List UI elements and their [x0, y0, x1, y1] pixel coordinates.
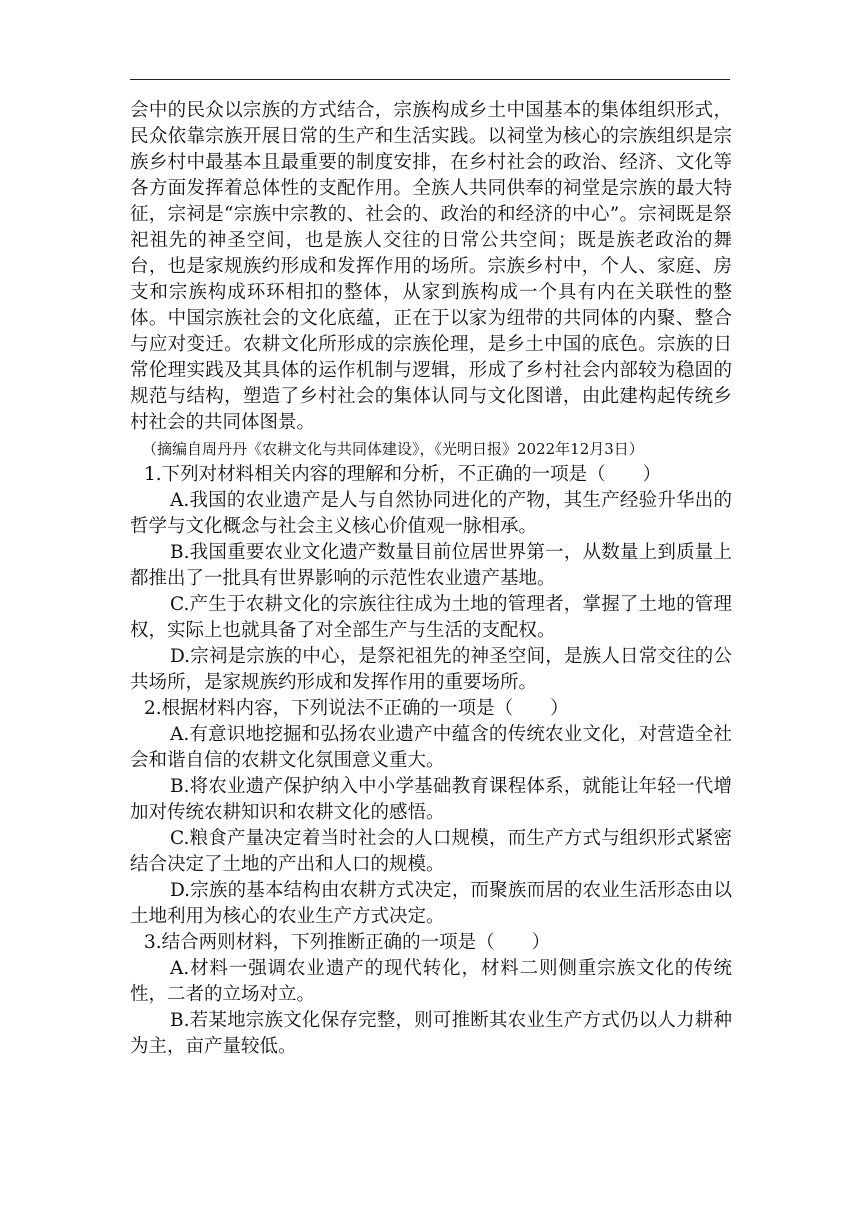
question-stem: 2.根据材料内容，下列说法不正确的一项是（ ）: [144, 698, 569, 719]
option-b: B.将农业遗产保护纳入中小学基础教育课程体系，就能让年轻一代增加对传统农耕知识和农耕文化的感悟。: [130, 776, 732, 823]
option-a: A.有意识地挖掘和弘扬农业遗产中蕴含的传统农业文化，对营造全社会和谐自信的农耕文化氛围意义重大。: [130, 724, 732, 771]
option-a: A.我国的农业遗产是人与自然协同进化的产物，其生产经验升华出的哲学与文化概念与社会主义核心价值观一脉相承。: [130, 490, 732, 537]
option-b: B.若某地宗族文化保存完整，则可推断其农业生产方式仍以人力耕种为主，亩产量较低。: [130, 1010, 732, 1057]
option-d: D.宗族的基本结构由农耕方式决定，而聚族而居的农业生活形态由以土地利用为核心的农业生产方式决定。: [130, 880, 732, 927]
document-body: [130, 98, 732, 1060]
option-c: C.粮食产量决定着当时社会的人口规模，而生产方式与组织形式紧密结合决定了土地的产出和人口的规模。: [130, 828, 732, 875]
question-2: [130, 696, 732, 930]
option-b: B.我国重要农业文化遗产数量目前位居世界第一，从数量上到质量上都推出了一批具有世界影响的示范性农业遗产基地。: [130, 542, 732, 589]
option-a: A.材料一强调农业遗产的现代转化，材料二则侧重宗族文化的传统性，二者的立场对立。: [130, 958, 732, 1005]
option-d: D.宗祠是宗族的中心，是祭祀祖先的神圣空间，是族人日常交往的公共场所，是家规族约形成和发挥作用的重要场所。: [130, 646, 732, 693]
question-stem: 3.结合两则材料，下列推断正确的一项是（ ）: [144, 932, 551, 953]
question-1: [130, 462, 732, 696]
question-stem: 1.下列对材料相关内容的理解和分析，不正确的一项是（ ）: [144, 464, 662, 485]
passage-paragraph: 会中的民众以宗族的方式结合，宗族构成乡土中国基本的集体组织形式，民众依靠宗族开展日常的生产和生活实践。以祠堂为核心的宗族组织是宗族乡村中最基本且最重要的制度安排，在乡村社会的政治、经济、文化等各方面发挥着总体性的支配作用。全族人共同供奉的祠堂是宗族的最大特征，宗祠是“宗族中宗教的、社会的、政治的和经济的中心”。宗祠既是祭祀祖先的神圣空间，也是族人交往的日常公共空间；既是族老政治的舞台，也是家规族约形成和发挥作用的场所。宗族乡村中，个人、家庭、房支和宗族构成环环相扣的整体，从家到族构成一个具有内在关联性的整体。中国宗族社会的文化底蕴，正在于以家为纽带的共同体的内聚、整合与应对变迁。农耕文化所形成的宗族伦理，是乡土中国的底色。宗族的日常伦理实践及其具体的运作机制与逻辑，形成了乡村社会内部较为稳固的规范与结构，塑造了乡村社会的集体认同与文化图谱，由此建构起传统乡村社会的共同体图景。: [130, 100, 732, 433]
source-citation: （摘编自周丹丹《农耕文化与共同体建设》，《光明日报》2022年12月3日）: [142, 440, 644, 458]
option-c: C.产生于农耕文化的宗族往往成为土地的管理者，掌握了土地的管理权，实际上也就具备了对全部生产与生活的支配权。: [130, 594, 732, 641]
question-3: [130, 930, 732, 1060]
header-rule: [130, 79, 730, 80]
